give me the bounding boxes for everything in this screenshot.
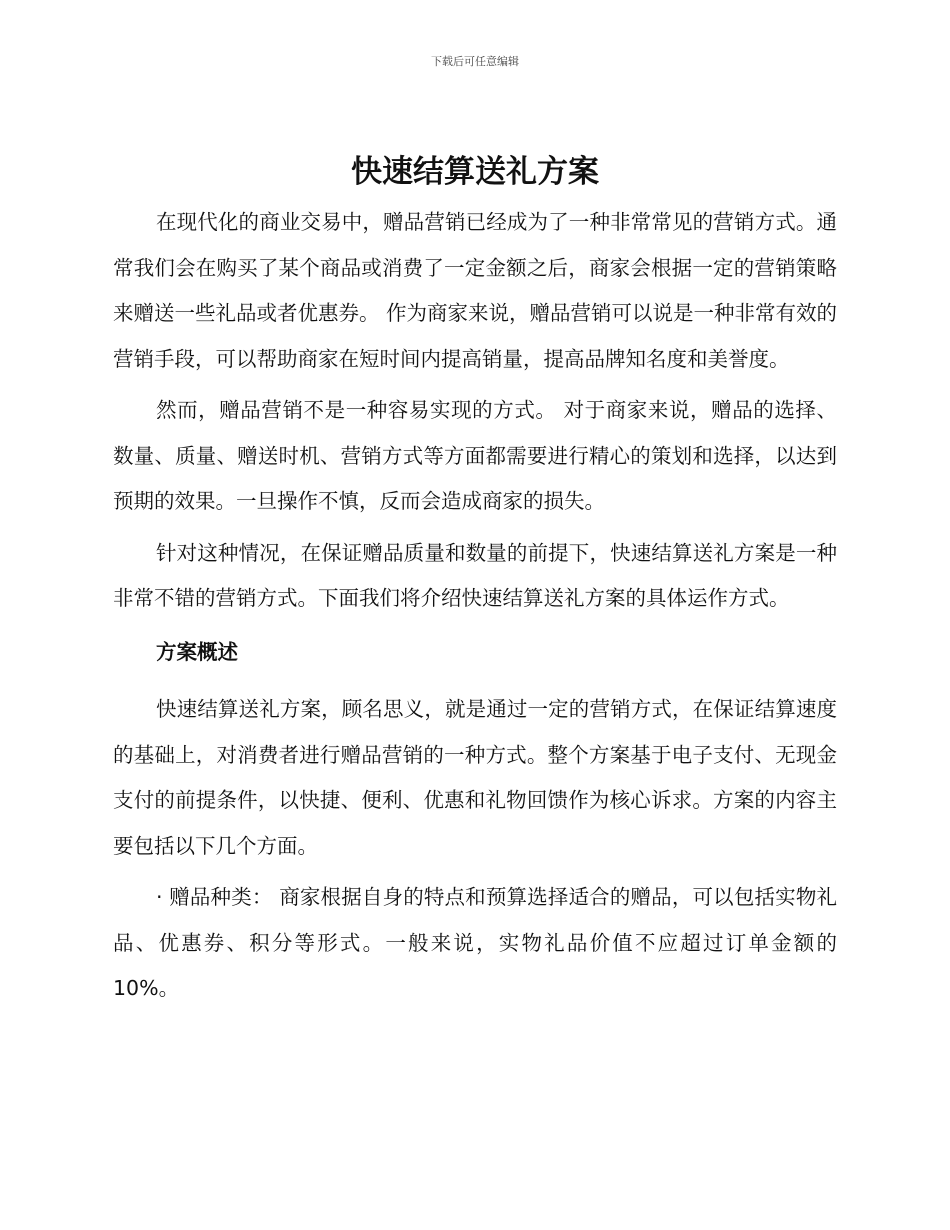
document-body	[113, 200, 837, 1018]
section-heading: 方案概述	[156, 639, 238, 664]
header-note: 下载后可任意编辑	[431, 55, 519, 68]
section-paragraph-2: · 赠品种类： 商家根据自身的特点和预算选择适合的赠品，可以包括实物礼品、优惠券、积分等形式。一般来说，实物礼品价值不应超过订单金额的 10%。	[113, 885, 837, 1000]
section-paragraph-1: 快速结算送礼方案，顾名思义，就是通过一定的营销方式，在保证结算速度的基础上，对消费者进行赠品营销的一种方式。整个方案基于电子支付、无现金支付的前提条件，以快捷、便利、优惠和礼物回馈作为核心诉求。方案的内容主要包括以下几个方面。	[113, 697, 837, 858]
intro-paragraph-2: 然而，赠品营销不是一种容易实现的方式。 对于商家来说，赠品的选择、数量、质量、赠送时机、营销方式等方面都需要进行精心的策划和选择，以达到预期的效果。一旦操作不慎，反而会造成商家的损失。	[113, 398, 837, 513]
document-title: 快速结算送礼方案	[351, 154, 599, 190]
intro-paragraph-1: 在现代化的商业交易中，赠品营销已经成为了一种非常常见的营销方式。通常我们会在购买了某个商品或消费了一定金额之后，商家会根据一定的营销策略来赠送一些礼品或者优惠券。 作为商家来说，赠品营销可以说是一种非常有效的营销手段，可以帮助商家在短时间内提高销量，提高品牌知名度和美誉度。	[113, 210, 838, 371]
intro-paragraph-3: 针对这种情况，在保证赠品质量和数量的前提下，快速结算送礼方案是一种非常不错的营销方式。下面我们将介绍快速结算送礼方案的具体运作方式。	[113, 540, 837, 610]
